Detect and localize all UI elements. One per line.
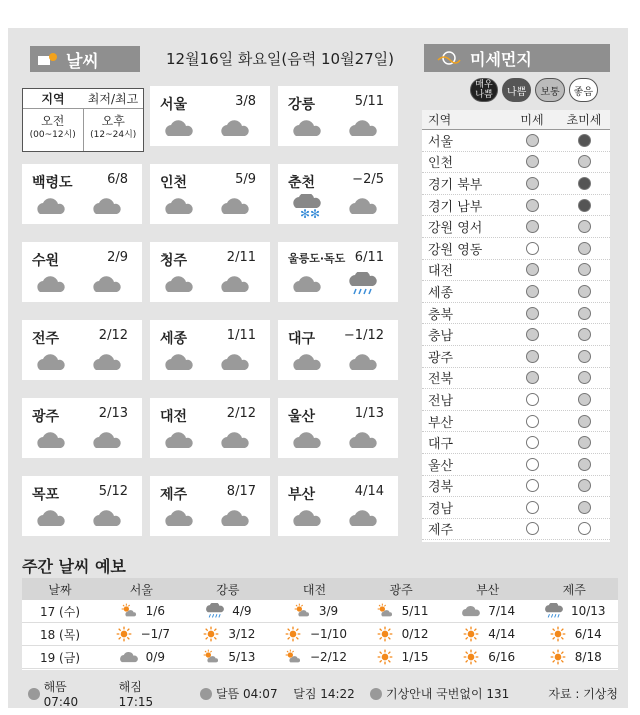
weekly-cell <box>271 603 358 619</box>
weekly-temp: 6/14 <box>574 627 602 641</box>
dust-region: 부산 <box>428 415 454 431</box>
city-card <box>150 164 270 224</box>
dust-region: 대전 <box>428 264 454 280</box>
cloud-icon <box>346 116 380 140</box>
city-temp: 5/12 <box>98 484 128 499</box>
dust-region: 대구 <box>428 437 454 453</box>
cloud-icon <box>290 428 324 452</box>
sun-icon <box>547 649 569 665</box>
cloud-icon <box>290 506 324 530</box>
weekly-date: 19 (금) <box>39 650 81 665</box>
city-name: 목포 <box>32 487 60 503</box>
weekly-header-cell: 광주 <box>389 582 413 597</box>
weekly-header-cell: 날짜 <box>48 582 72 597</box>
dust-region: 경기 북부 <box>428 177 483 193</box>
pm10-dot <box>526 501 539 514</box>
partly-icon <box>374 603 396 619</box>
cloud-icon <box>218 116 252 140</box>
weekly-cell <box>185 626 272 642</box>
cloud-icon <box>346 428 380 452</box>
weekly-temp: 6/16 <box>488 650 516 664</box>
weekly-header-cell: 서울 <box>129 582 153 597</box>
pm10-dot <box>526 263 539 276</box>
weekly-header-cell: 대전 <box>302 582 327 597</box>
pm10-dot <box>526 458 539 471</box>
pm10-dot <box>526 242 539 255</box>
rain-icon <box>204 603 226 619</box>
dust-region: 강원 영동 <box>428 242 483 258</box>
cloud-icon <box>218 272 252 296</box>
wind-icon <box>436 50 462 66</box>
dust-row <box>422 368 610 390</box>
dust-region: 광주 <box>428 350 454 366</box>
cloud-icon <box>34 272 68 296</box>
cloud-icon <box>118 649 140 665</box>
weather-title-text: 날씨 <box>66 51 99 72</box>
dust-region: 세종 <box>428 285 454 301</box>
pm25-dot <box>578 220 591 233</box>
legend-box <box>22 88 144 152</box>
phone-icon <box>370 688 382 700</box>
weekly-cell <box>98 603 185 619</box>
weekly-temp: 4/14 <box>488 627 516 641</box>
weekly-temp: −2/12 <box>309 650 347 664</box>
weekly-cell <box>444 603 531 619</box>
sun-cloud-icon <box>38 51 60 67</box>
partly-icon <box>118 603 140 619</box>
pm10-dot <box>526 522 539 535</box>
weekly-temp: 8/18 <box>574 650 602 664</box>
city-temp: 2/9 <box>107 250 128 265</box>
weekly-temp: −1/10 <box>309 627 347 641</box>
partly-icon <box>291 603 313 619</box>
city-card <box>278 242 398 302</box>
city-temp: −1/12 <box>343 328 384 343</box>
date-line: 12월16일 화요일(음력 10월27일) <box>166 50 394 68</box>
dust-row <box>422 346 610 368</box>
city-temp: 2/12 <box>226 406 256 421</box>
weekly-cell <box>358 626 445 642</box>
dust-legend <box>470 78 598 102</box>
dust-row <box>422 238 610 260</box>
cloud-icon <box>90 272 124 296</box>
pm10-dot <box>526 155 539 168</box>
weekly-cell <box>444 626 531 642</box>
dust-row <box>422 260 610 282</box>
city-temp: 6/11 <box>354 250 384 265</box>
pm10-dot <box>526 393 539 406</box>
weekly-cell <box>531 649 618 665</box>
weekly-temp: 1/6 <box>145 604 165 618</box>
pm10-dot <box>526 307 539 320</box>
weekly-cell <box>358 649 445 665</box>
cloud-icon <box>90 350 124 374</box>
dust-row <box>422 324 610 346</box>
weekly-cell <box>271 649 358 665</box>
snow-icon <box>290 194 324 218</box>
cloud-icon <box>290 116 324 140</box>
dust-row <box>422 281 610 303</box>
sun-icon <box>282 626 304 642</box>
city-card <box>150 86 270 146</box>
pm25-dot <box>578 371 591 384</box>
city-card <box>150 476 270 536</box>
pm25-dot <box>578 155 591 168</box>
weekly-table <box>22 578 618 670</box>
city-name: 수원 <box>32 253 60 269</box>
city-card <box>150 398 270 458</box>
pm25-dot <box>578 263 591 276</box>
cloud-icon <box>346 506 380 530</box>
pm10-dot <box>526 285 539 298</box>
dust-region: 울산 <box>428 458 454 474</box>
weekly-row <box>22 646 618 669</box>
weekly-cell <box>444 649 531 665</box>
city-card <box>22 164 142 224</box>
weekly-temp: 5/13 <box>228 650 256 664</box>
dust-region: 충북 <box>428 307 454 323</box>
partly-icon <box>200 649 222 665</box>
city-temp: 5/9 <box>235 172 256 187</box>
weekly-temp: 3/9 <box>318 604 339 618</box>
cloud-icon <box>90 428 124 452</box>
legend-region: 지역 <box>41 92 65 106</box>
cloud-icon <box>218 428 252 452</box>
city-name: 청주 <box>160 253 188 269</box>
city-card <box>278 164 398 224</box>
dust-table <box>422 110 610 542</box>
dust-row <box>422 432 610 454</box>
sun-icon <box>460 626 482 642</box>
city-temp: 3/8 <box>235 94 256 109</box>
city-name: 인천 <box>160 175 188 191</box>
dust-title: 미세먼지 <box>424 44 610 72</box>
weekly-temp: 7/14 <box>488 604 516 618</box>
city-card <box>22 476 142 536</box>
dust-region: 제주 <box>428 523 454 539</box>
weekly-row <box>22 623 618 646</box>
dust-legend-very-bad: 매우 나쁨 <box>470 78 498 102</box>
city-temp: 1/13 <box>354 406 384 421</box>
city-temp: 2/13 <box>98 406 128 421</box>
dust-legend-bad: 나쁨 <box>502 78 531 102</box>
cloud-icon <box>34 506 68 530</box>
dust-legend-good: 좋음 <box>569 78 598 102</box>
dust-table-header: 지역 미세 초미세 <box>422 110 610 130</box>
city-card <box>150 320 270 380</box>
city-name: 대전 <box>160 409 188 425</box>
cloud-icon <box>218 350 252 374</box>
weekly-temp: −1/7 <box>140 627 170 641</box>
weekly-cell <box>185 649 272 665</box>
city-temp: 1/11 <box>226 328 256 343</box>
cloud-icon <box>346 350 380 374</box>
sun-icon <box>200 626 222 642</box>
city-name: 부산 <box>288 487 316 503</box>
city-name: 강릉 <box>288 97 316 113</box>
dust-row <box>422 173 610 195</box>
cloud-icon <box>162 428 196 452</box>
pm25-dot <box>578 307 591 320</box>
pm25-dot <box>578 199 591 212</box>
weekly-date: 17 (수) <box>39 604 81 619</box>
city-card <box>22 320 142 380</box>
legend-am: 오전 (00~12시) <box>23 109 84 151</box>
legend-pm: 오후 (12~24시) <box>90 114 137 140</box>
city-name: 서울 <box>160 97 188 113</box>
city-name: 전주 <box>32 331 60 347</box>
pm25-dot <box>578 350 591 363</box>
weekly-temp: 3/12 <box>228 627 256 641</box>
cloud-icon <box>34 194 68 218</box>
dust-row <box>422 216 610 238</box>
weekly-header-cell: 강릉 <box>216 582 240 597</box>
dust-row <box>422 454 610 476</box>
dust-region: 인천 <box>428 156 454 172</box>
city-name: 세종 <box>160 331 188 347</box>
cloud-icon <box>34 428 68 452</box>
city-name: 울산 <box>288 409 316 425</box>
pm25-dot <box>578 393 591 406</box>
moon-icon <box>200 688 212 700</box>
cloud-icon <box>218 506 252 530</box>
dust-region: 충남 <box>428 329 454 345</box>
pm10-dot <box>526 479 539 492</box>
weekly-date: 18 (목) <box>39 627 81 642</box>
dust-region: 전남 <box>428 393 454 409</box>
weekly-temp: 1/15 <box>401 650 429 664</box>
dust-row <box>422 497 610 519</box>
city-card <box>278 398 398 458</box>
city-card <box>150 242 270 302</box>
svg-text:✻✻: ✻✻ <box>300 207 321 218</box>
pm10-dot <box>526 415 539 428</box>
weekly-cell <box>98 626 185 642</box>
pm25-dot <box>578 479 591 492</box>
pm25-dot <box>578 436 591 449</box>
cloud-icon <box>290 272 324 296</box>
dust-row <box>422 476 610 498</box>
city-name: 제주 <box>160 487 188 503</box>
dust-region: 경기 남부 <box>428 199 483 215</box>
sun-icon <box>460 649 482 665</box>
pm10-dot <box>526 371 539 384</box>
weekly-temp: 10/13 <box>570 604 606 618</box>
pm25-dot <box>578 328 591 341</box>
pm25-dot <box>578 522 591 535</box>
pm25-dot <box>578 134 591 147</box>
cloud-icon <box>90 506 124 530</box>
city-name: 대구 <box>288 331 316 347</box>
weekly-row <box>22 600 618 623</box>
city-card <box>22 398 142 458</box>
cloud-icon <box>162 116 196 140</box>
sun-icon <box>113 626 135 642</box>
cloud-icon <box>162 350 196 374</box>
dust-row <box>422 411 610 433</box>
weekly-cell <box>358 603 445 619</box>
cloud-icon <box>162 272 196 296</box>
pm10-dot <box>526 328 539 341</box>
city-temp: 6/8 <box>107 172 128 187</box>
weekly-temp: 5/11 <box>401 604 429 618</box>
city-card <box>278 476 398 536</box>
city-temp: 2/11 <box>226 250 256 265</box>
pm10-dot <box>526 350 539 363</box>
dust-row <box>422 152 610 174</box>
weekly-temp: 4/9 <box>232 604 252 618</box>
cloud-icon <box>162 194 196 218</box>
dust-legend-normal: 보통 <box>535 78 564 102</box>
dust-row <box>422 519 610 541</box>
cloud-icon <box>34 350 68 374</box>
pm25-dot <box>578 415 591 428</box>
dust-region: 경남 <box>428 501 454 517</box>
city-card <box>22 242 142 302</box>
weekly-cell <box>98 649 185 665</box>
city-temp: 8/17 <box>226 484 256 499</box>
legend-minmax: 최저/최고 <box>87 92 139 106</box>
cloud-icon <box>162 506 196 530</box>
dust-region: 전북 <box>428 372 454 388</box>
city-temp: 4/14 <box>354 484 384 499</box>
pm25-dot <box>578 501 591 514</box>
pm10-dot <box>526 220 539 233</box>
pm25-dot <box>578 285 591 298</box>
weekly-header <box>22 578 618 600</box>
dust-row <box>422 195 610 217</box>
dust-region: 경북 <box>428 480 454 496</box>
cloud-icon <box>346 194 380 218</box>
rain-icon <box>543 603 565 619</box>
pm10-dot <box>526 177 539 190</box>
weekly-cell <box>531 603 618 619</box>
pm25-dot <box>578 242 591 255</box>
weekly-header-cell: 부산 <box>476 582 500 597</box>
sun-icon <box>28 688 40 700</box>
sun-icon <box>374 626 396 642</box>
rain-icon <box>346 272 380 296</box>
sun-icon <box>374 649 396 665</box>
city-temp: 2/12 <box>98 328 128 343</box>
cloud-icon <box>290 350 324 374</box>
cloud-icon <box>218 194 252 218</box>
city-name: 울릉도·독도 <box>288 252 346 265</box>
weather-title <box>30 46 140 72</box>
footer: 해뜸 07:40 해짐 17:15 달뜸 04:07 달짐 14:22 기상안내 국번없이 131 자료 : 기상청 <box>28 678 618 709</box>
city-name: 광주 <box>32 409 60 425</box>
city-card <box>278 320 398 380</box>
city-temp: 5/11 <box>354 94 384 109</box>
cloud-icon <box>90 194 124 218</box>
weekly-cell <box>531 626 618 642</box>
dust-row <box>422 389 610 411</box>
weekly-header-cell: 제주 <box>562 582 586 597</box>
city-name: 백령도 <box>32 175 73 191</box>
cloud-icon <box>460 603 482 619</box>
partly-icon <box>282 649 304 665</box>
sun-icon <box>547 626 569 642</box>
city-card <box>278 86 398 146</box>
weekly-title: 주간 날씨 예보 <box>22 557 126 576</box>
dust-row <box>422 303 610 325</box>
pm25-dot <box>578 177 591 190</box>
pm10-dot <box>526 199 539 212</box>
pm10-dot <box>526 436 539 449</box>
weekly-temp: 0/9 <box>145 650 165 664</box>
dust-row <box>422 130 610 152</box>
pm10-dot <box>526 134 539 147</box>
weekly-temp: 0/12 <box>401 627 429 641</box>
city-temp: −2/5 <box>352 172 384 187</box>
dust-region: 서울 <box>428 134 454 150</box>
weekly-cell <box>271 626 358 642</box>
weekly-cell <box>185 603 272 619</box>
city-name: 춘천 <box>288 175 316 191</box>
pm25-dot <box>578 458 591 471</box>
dust-region: 강원 영서 <box>428 221 483 237</box>
